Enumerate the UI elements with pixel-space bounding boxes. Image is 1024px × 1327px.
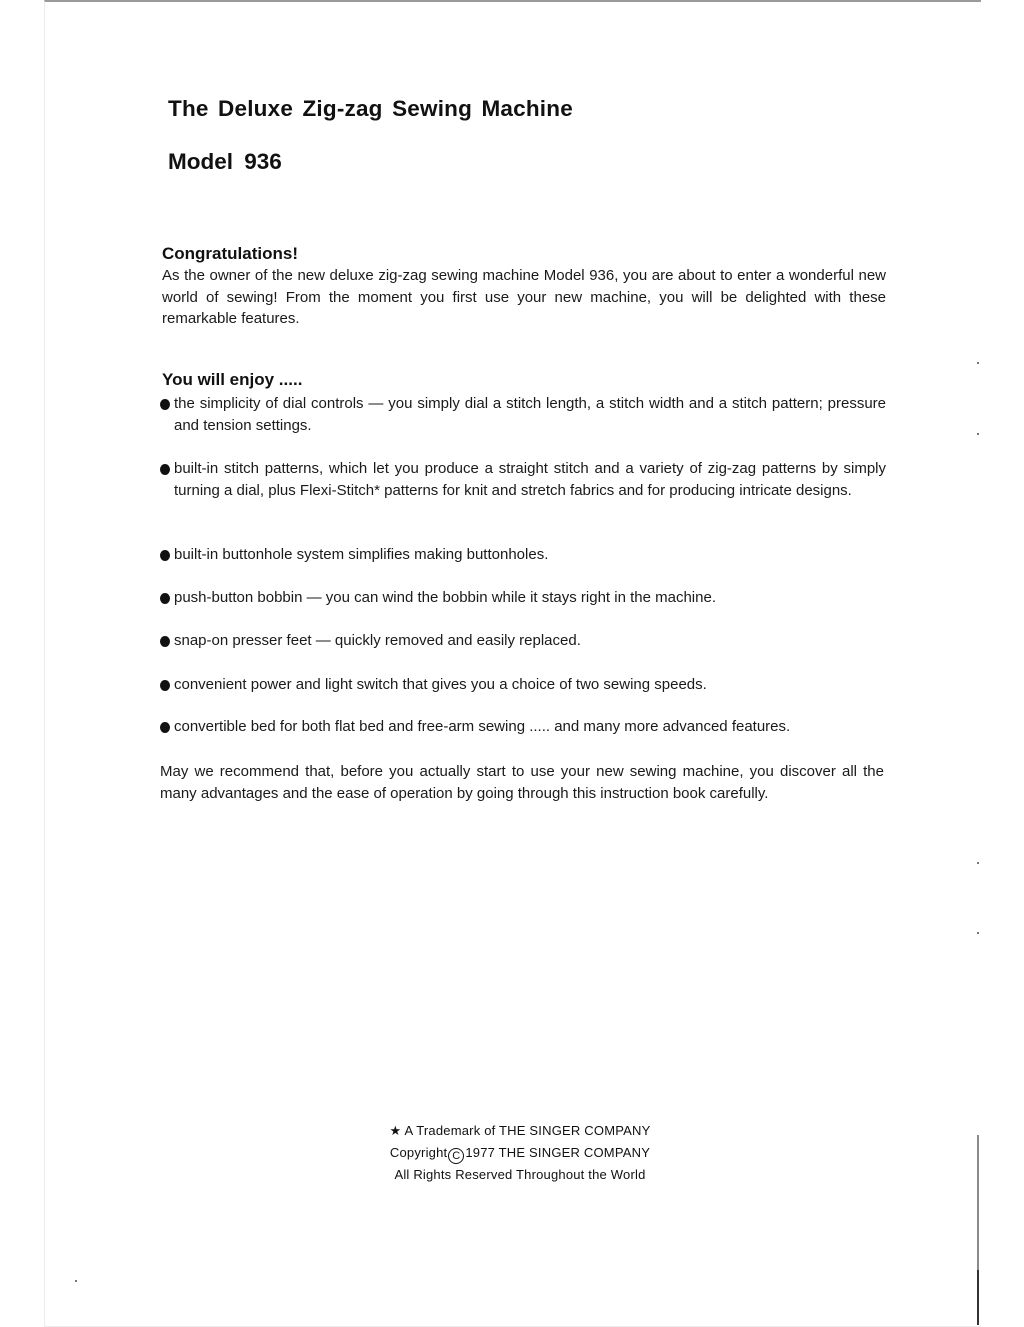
trademark-line: ★ A Trademark of THE SINGER COMPANY	[389, 1123, 651, 1138]
rights-line: All Rights Reserved Throughout the World	[394, 1167, 646, 1182]
feature-item	[160, 716, 886, 738]
model-number: Model 936	[168, 149, 282, 174]
scan-speck	[977, 362, 979, 364]
bullet-icon	[160, 680, 170, 691]
congratulations-heading: Congratulations!	[162, 244, 298, 263]
document-title: The Deluxe Zig-zag Sewing Machine	[168, 96, 573, 121]
copyright-prefix: Copyright	[389, 1145, 448, 1160]
bullet-icon	[160, 550, 170, 561]
bullet-icon	[160, 636, 170, 647]
bullet-icon	[160, 593, 170, 604]
scan-speck	[977, 932, 979, 934]
copyright-line	[360, 1142, 680, 1164]
feature-item	[160, 393, 886, 436]
feature-item	[160, 458, 886, 501]
scan-speck	[75, 1280, 77, 1282]
feature-text: the simplicity of dial controls — you simply dial a stitch length, a stitch width and a stitch pattern; pressure and tension settings.	[174, 395, 886, 434]
feature-text: built-in buttonhole system simplifies making buttonholes.	[174, 546, 549, 563]
footer-notice	[360, 1120, 680, 1186]
feature-text: built-in stitch patterns, which let you produce a straight stitch and a variety of zig-zag patterns by simply turning a dial, plus Flexi-Stitch* patterns for knit and stretch fabrics and for producing intricate designs.	[174, 460, 886, 499]
feature-text: convenient power and light switch that gives you a choice of two sewing speeds.	[174, 676, 707, 693]
features-heading: You will enjoy .....	[162, 370, 303, 389]
feature-text: push-button bobbin — you can wind the bobbin while it stays right in the machine.	[174, 589, 716, 606]
scan-speck	[977, 433, 979, 435]
feature-item	[160, 587, 886, 609]
feature-item	[160, 674, 886, 696]
scan-edge-line-dark	[977, 1270, 979, 1325]
bullet-icon	[160, 399, 170, 410]
copyright-icon: C	[448, 1148, 464, 1164]
recommendation-paragraph: May we recommend that, before you actually start to use your new sewing machine, you discover all the many advantages and the ease of operation by going through this instruction book carefully.	[160, 763, 884, 802]
bullet-icon	[160, 722, 170, 733]
copyright-suffix: 1977 THE SINGER COMPANY	[465, 1145, 651, 1160]
feature-item	[160, 544, 886, 566]
bullet-icon	[160, 464, 170, 475]
feature-text: convertible bed for both flat bed and free-arm sewing ..... and many more advanced features.	[174, 718, 791, 735]
scan-speck	[977, 862, 979, 864]
feature-item	[160, 630, 886, 652]
congratulations-body: As the owner of the new deluxe zig-zag sewing machine Model 936, you are about to enter a wonderful new world of sewing! From the moment you first use your new machine, you will be delighted with these remarkable features.	[162, 267, 886, 327]
feature-text: snap-on presser feet — quickly removed and easily replaced.	[174, 632, 581, 649]
